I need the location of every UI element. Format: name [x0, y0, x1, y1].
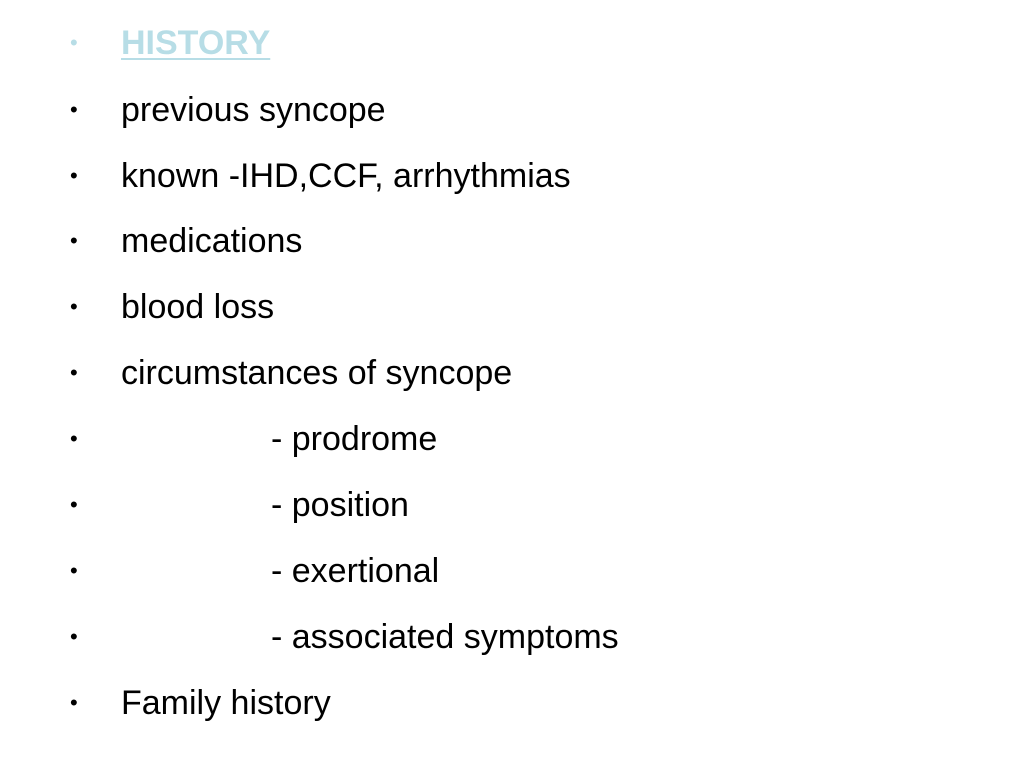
list-item-text: medications	[121, 222, 303, 260]
list-item-sub	[0, 612, 1024, 662]
list-item	[0, 151, 1024, 201]
list-item	[0, 348, 1024, 398]
list-item-text: - position	[271, 486, 409, 524]
bullet-icon: •	[70, 624, 78, 649]
list-item	[0, 85, 1024, 135]
list-item-sub	[0, 480, 1024, 530]
list-item-text: - prodrome	[271, 420, 438, 458]
bullet-icon: •	[70, 558, 78, 583]
bullet-icon: •	[70, 492, 78, 517]
bullet-icon: •	[70, 97, 78, 122]
list-item-sub	[0, 414, 1024, 464]
list-item-text: - exertional	[271, 552, 440, 590]
section-heading: HISTORY	[121, 24, 271, 62]
list-item-sub	[0, 546, 1024, 596]
bullet-icon: •	[70, 30, 78, 55]
bullet-icon: •	[70, 294, 78, 319]
bullet-icon: •	[70, 163, 78, 188]
bullet-icon: •	[70, 360, 78, 385]
list-item-history-heading	[0, 18, 1024, 68]
bullet-icon: •	[70, 228, 78, 253]
list-item	[0, 282, 1024, 332]
list-item	[0, 678, 1024, 728]
list-item	[0, 216, 1024, 266]
list-item-text: - associated symptoms	[271, 618, 619, 656]
list-item-text: previous syncope	[121, 91, 386, 129]
bullet-icon: •	[70, 690, 78, 715]
list-item-text: blood loss	[121, 288, 275, 326]
list-item-text: circumstances of syncope	[121, 354, 513, 392]
bullet-icon: •	[70, 426, 78, 451]
list-item-text: known -IHD,CCF, arrhythmias	[121, 157, 571, 195]
list-item-text: Family history	[121, 684, 331, 722]
